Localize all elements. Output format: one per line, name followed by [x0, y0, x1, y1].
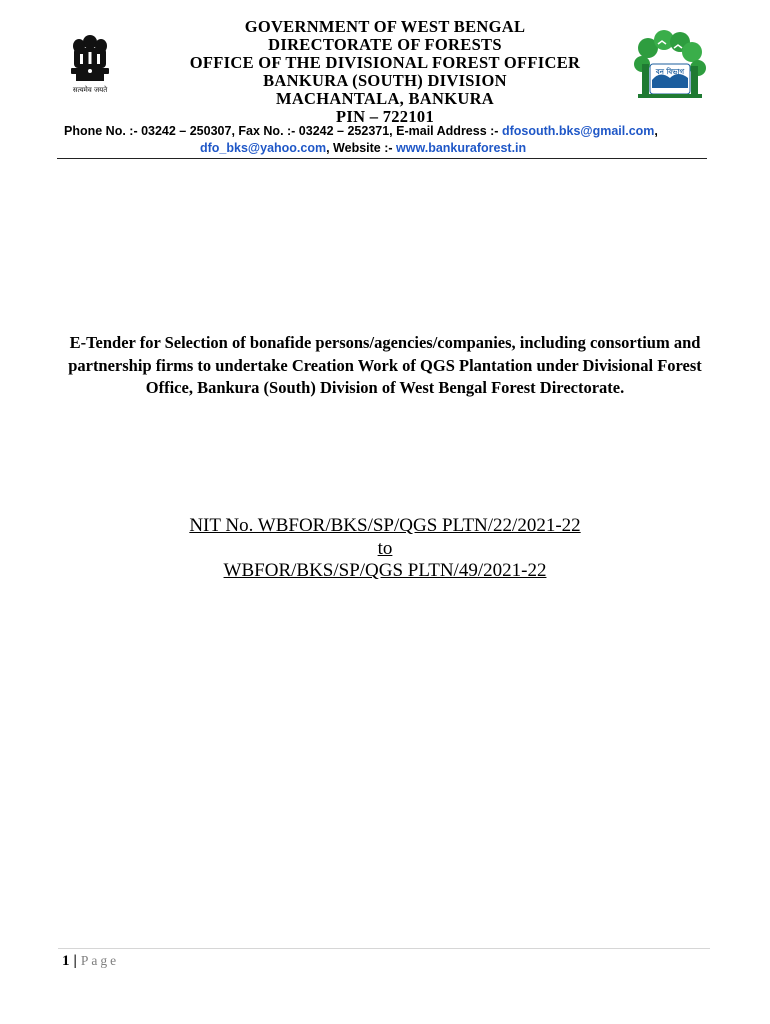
tender-title: E-Tender for Selection of bonafide persons/agencies/companies, including consortium and partnership firms to undertake Creation Work of QGS Plantation under Divisional Forest Office, Bankura (South) Division of West Bengal Forest Directorate.	[68, 333, 702, 397]
email-primary-link[interactable]: dfosouth.bks@gmail.com	[501, 124, 655, 138]
website-label: , Website :-	[326, 141, 397, 155]
website-link[interactable]: www.bankuraforest.in	[396, 141, 527, 155]
page-separator: |	[73, 953, 77, 969]
state-emblem-icon	[62, 32, 118, 98]
page-number: 1	[62, 953, 70, 969]
contact-comma: ,	[654, 124, 658, 138]
header-line-directorate: DIRECTORATE OF FORESTS	[268, 35, 502, 54]
page-footer	[62, 951, 119, 971]
page-label: Page	[80, 953, 120, 968]
emblem-caption: सत्यमेव जयते	[72, 86, 108, 94]
header-line-office: OFFICE OF THE DIVISIONAL FOREST OFFICER	[189, 53, 581, 72]
header-divider	[57, 158, 707, 159]
header-line-pin: PIN – 722101	[335, 107, 434, 126]
contact-line-1	[64, 123, 724, 140]
contact-line-2	[64, 140, 724, 157]
email-secondary-link[interactable]: dfo_bks@yahoo.com	[200, 141, 327, 155]
nit-block	[60, 515, 710, 583]
header-line-address: MACHANTALA, BANKURA	[275, 89, 495, 108]
header-line-government: GOVERNMENT OF WEST BENGAL	[244, 17, 526, 36]
nit-number-start: NIT No. WBFOR/BKS/SP/QGS PLTN/22/2021-22	[189, 515, 581, 536]
forest-directorate-logo-icon	[634, 30, 706, 102]
nit-number-end: WBFOR/BKS/SP/QGS PLTN/49/2021-22	[223, 560, 547, 581]
footer-divider	[58, 948, 710, 949]
header-line-division: BANKURA (SOUTH) DIVISION	[263, 71, 507, 90]
phone-fax-label: Phone No. :- 03242 – 250307, Fax No. :- 03242 – 252371, E-mail Address :-	[64, 124, 502, 138]
logo-text: বন বিভাগ	[655, 68, 685, 76]
contact-info	[64, 123, 724, 157]
nit-range-separator: to	[377, 537, 393, 559]
letterhead	[120, 18, 650, 126]
